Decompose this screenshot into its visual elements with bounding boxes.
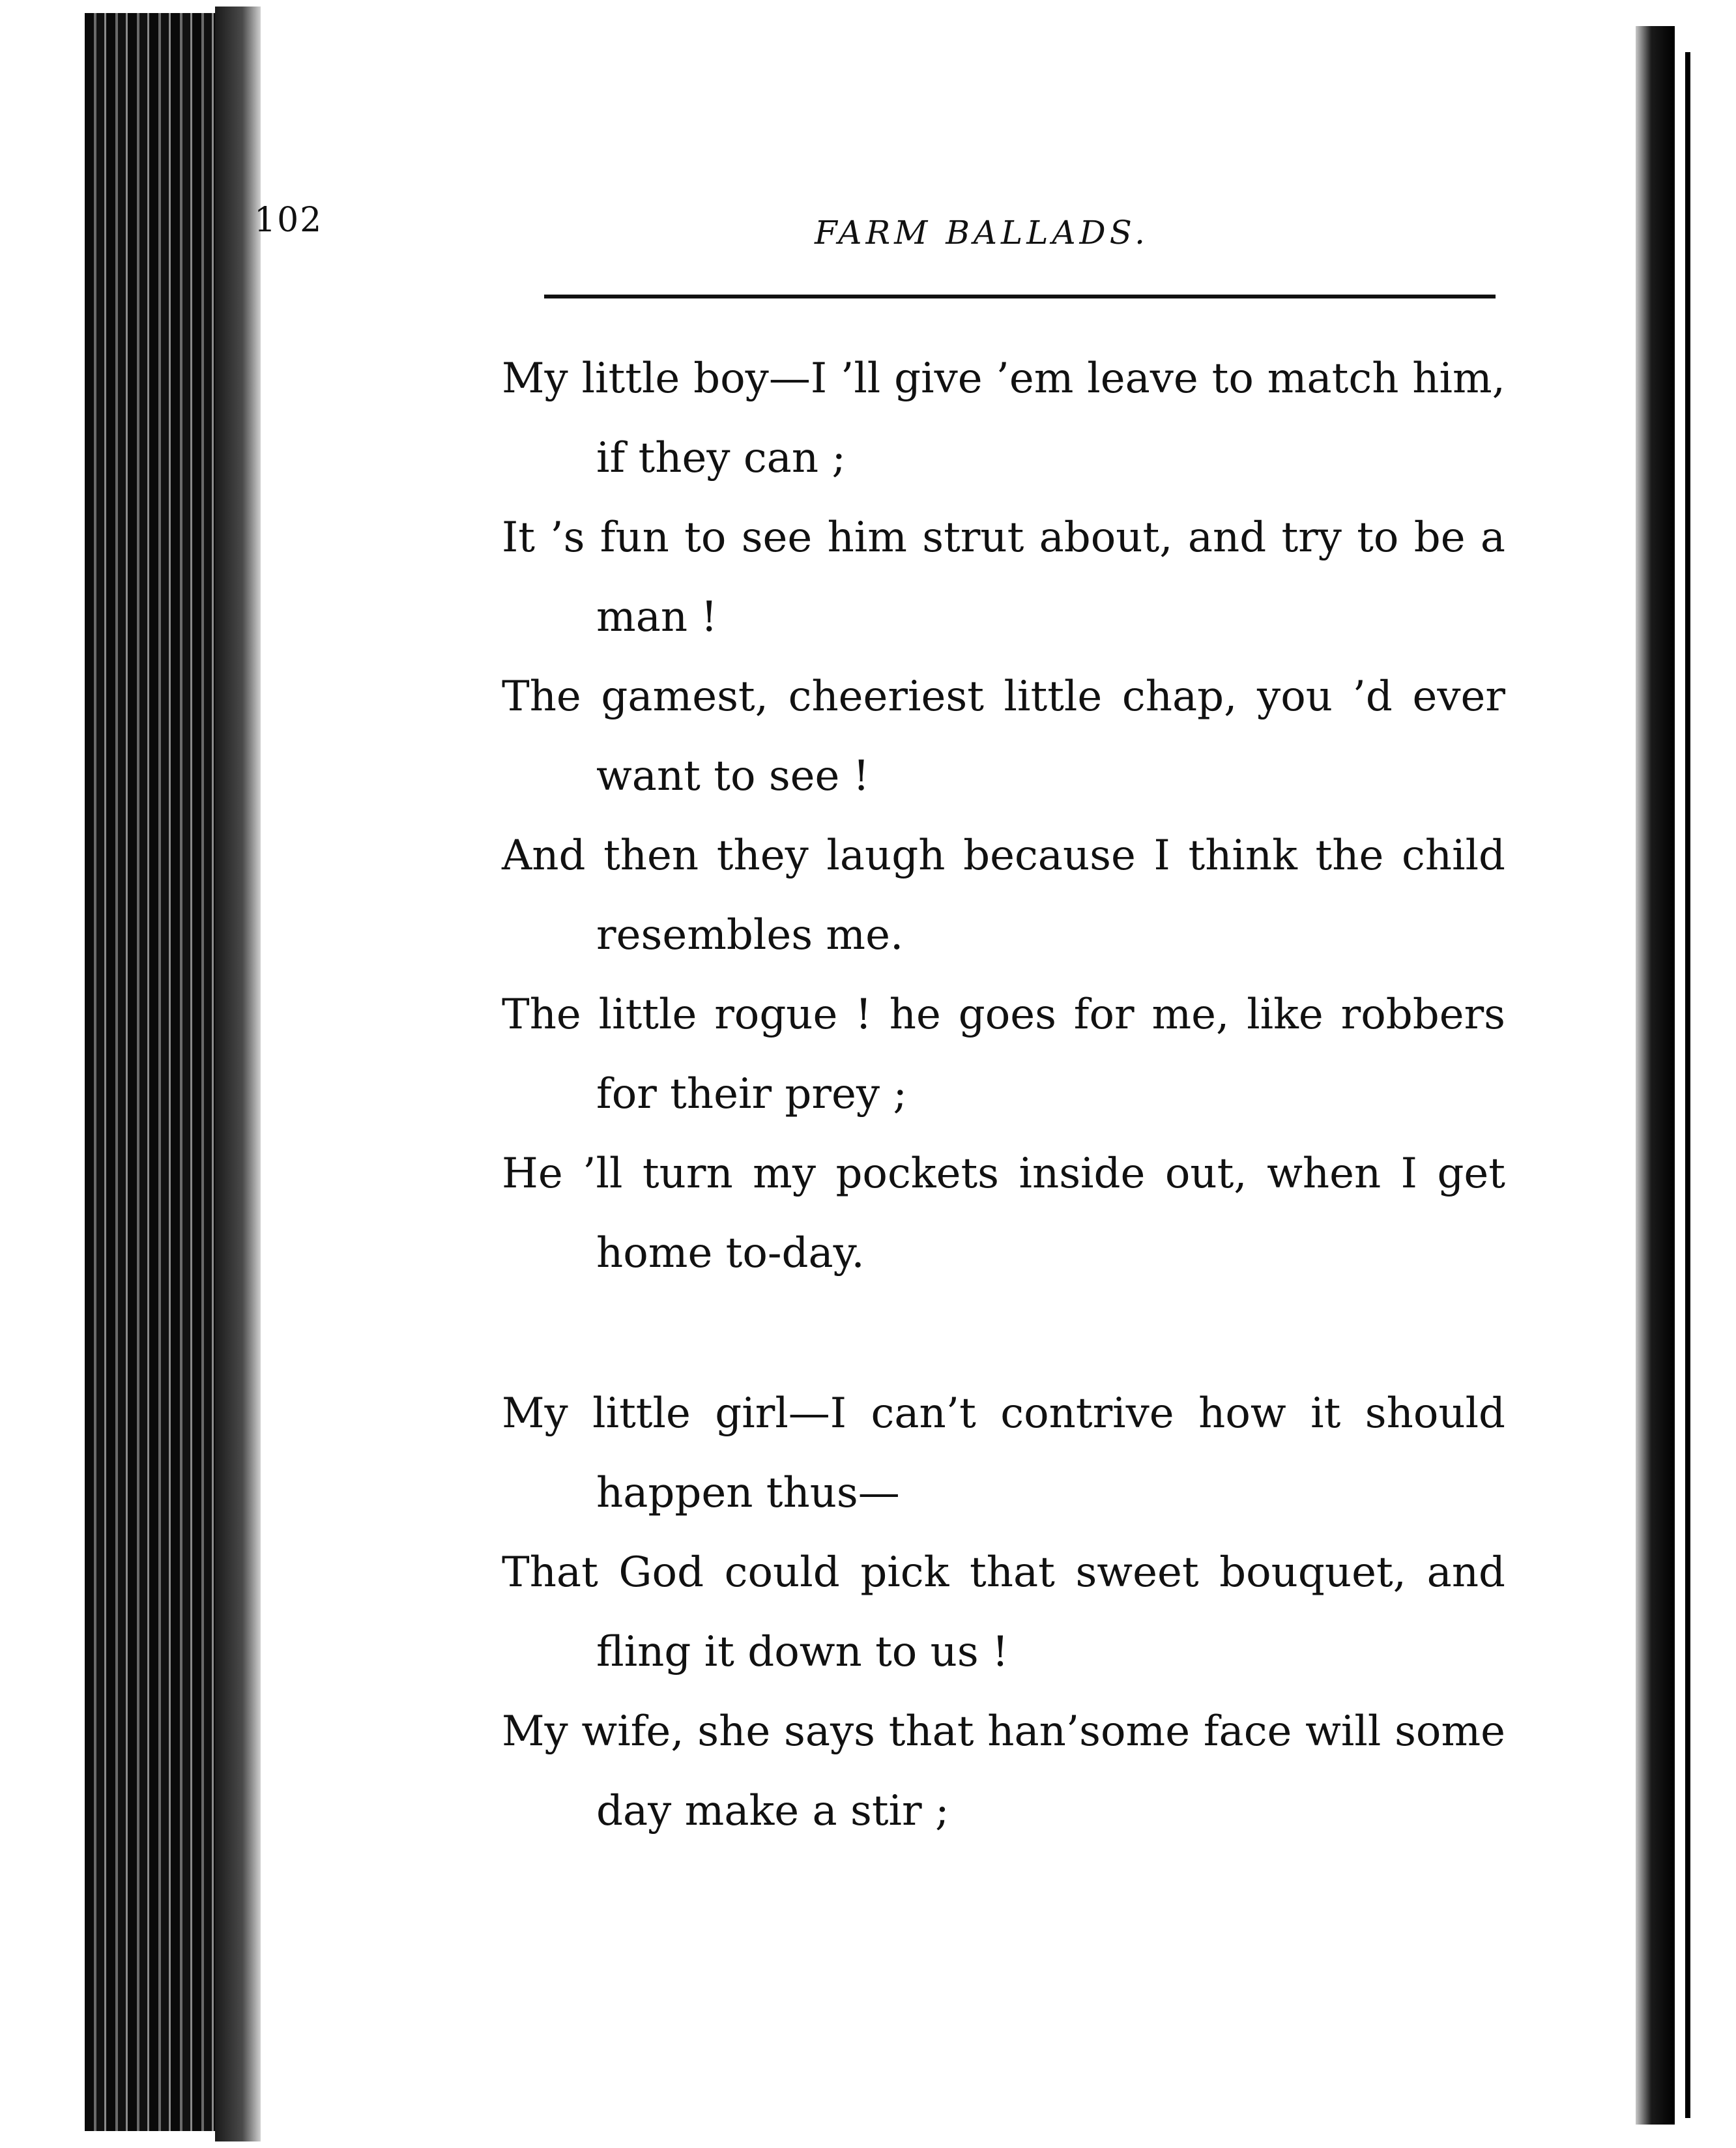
verse-line: My little girl—I can’t contrive how it should (502, 1389, 1505, 1438)
stanza-2 (502, 1374, 1505, 1851)
book-page-edges (0, 0, 261, 2148)
verse-line: The little rogue ! he goes for me, like robbers (502, 991, 1505, 1039)
header-rule (544, 295, 1496, 298)
verse-line-continuation: for their prey ; (596, 1070, 907, 1118)
verse-line-continuation: day make a stir ; (596, 1787, 949, 1835)
verse-line-continuation: want to see ! (596, 752, 870, 800)
verse-line-continuation: man ! (596, 593, 718, 641)
page-number: 102 (254, 201, 323, 240)
verse-line-continuation: resembles me. (596, 911, 904, 959)
verse-line: The gamest, cheeriest little chap, you ’d ever (502, 673, 1505, 721)
verse-line: My wife, she says that han’some face will some (502, 1707, 1505, 1756)
verse-line-continuation: fling it down to us ! (596, 1628, 1009, 1676)
right-page-edge-line (1685, 52, 1690, 2118)
verse-line: And then they laugh because I think the child (502, 832, 1505, 880)
verse-line: It ’s fun to see him strut about, and try to be a (502, 514, 1505, 562)
verse-line: My little boy—I ’ll give ’em leave to match him, (502, 355, 1505, 403)
spine-shadow (215, 7, 261, 2141)
running-title: FARM BALLADS. (815, 214, 1150, 252)
stanza-1 (502, 339, 1505, 1293)
verse-line: That God could pick that sweet bouquet, and (502, 1548, 1505, 1597)
verse-line-continuation: happen thus— (596, 1469, 900, 1517)
poem-text (502, 339, 1505, 1851)
right-page-edge (1636, 26, 1675, 2125)
verse-line-continuation: home to-day. (596, 1229, 865, 1277)
verse-line-continuation: if they can ; (596, 434, 846, 482)
verse-line: He ’ll turn my pockets inside out, when I get (502, 1150, 1505, 1198)
